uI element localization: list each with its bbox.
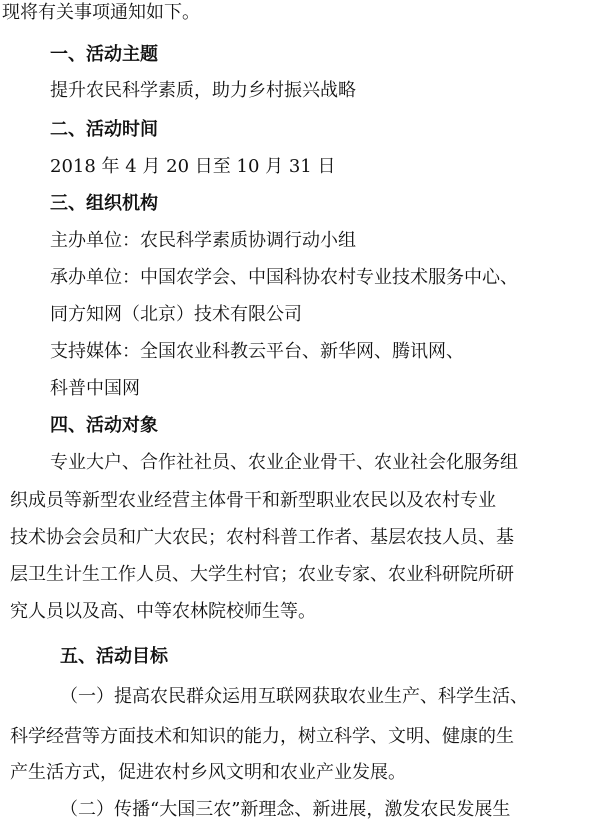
section-4-line-1: 专业大户、合作社社员、农业企业骨干、农业社会化服务组: [50, 452, 518, 473]
section-4-line-5: 究人员以及高、中等农林院校师生等。: [10, 601, 316, 622]
section-3-line-3: 同方知网（北京）技术有限公司: [50, 304, 302, 325]
section-1-heading: 一、活动主题: [50, 44, 158, 65]
section-3-line-5: 科普中国网: [50, 378, 140, 399]
section-3-line-2: 承办单位：中国农学会、中国科协农村专业技术服务中心、: [50, 267, 518, 288]
section-4-line-2: 织成员等新型农业经营主体骨干和新型职业农民以及农村专业: [10, 490, 496, 511]
section-4-line-4: 层卫生计生工作人员、大学生村官；农业专家、农业科研院所研: [10, 564, 514, 585]
section-2-heading: 二、活动时间: [50, 119, 158, 140]
section-5-line-2: 科学经营等方面技术和知识的能力，树立科学、文明、健康的生: [10, 726, 514, 747]
section-3-heading: 三、组织机构: [50, 193, 158, 214]
section-5-line-1: （一）提高农民群众运用互联网获取农业生产、科学生活、: [60, 686, 528, 707]
section-4-heading: 四、活动对象: [50, 415, 158, 436]
section-5-line-3: 产生活方式，促进农村乡风文明和农业产业发展。: [10, 762, 406, 783]
section-1-content: 提升农民科学素质，助力乡村振兴战略: [50, 80, 356, 101]
intro-line: 现将有关事项通知如下。: [2, 2, 200, 23]
section-5-heading: 五、活动目标: [60, 646, 168, 667]
section-3-line-1: 主办单位：农民科学素质协调行动小组: [50, 230, 356, 251]
section-2-content: 2018 年 4 月 20 日至 10 月 31 日: [50, 156, 336, 177]
section-3-line-4: 支持媒体：全国农业科教云平台、新华网、腾讯网、: [50, 341, 464, 362]
section-4-line-3: 技术协会会员和广大农民；农村科普工作者、基层农技人员、基: [10, 527, 514, 548]
section-5-line-4: （二）传播“大国三农”新理念、新进展，激发农民发展生: [60, 799, 511, 820]
